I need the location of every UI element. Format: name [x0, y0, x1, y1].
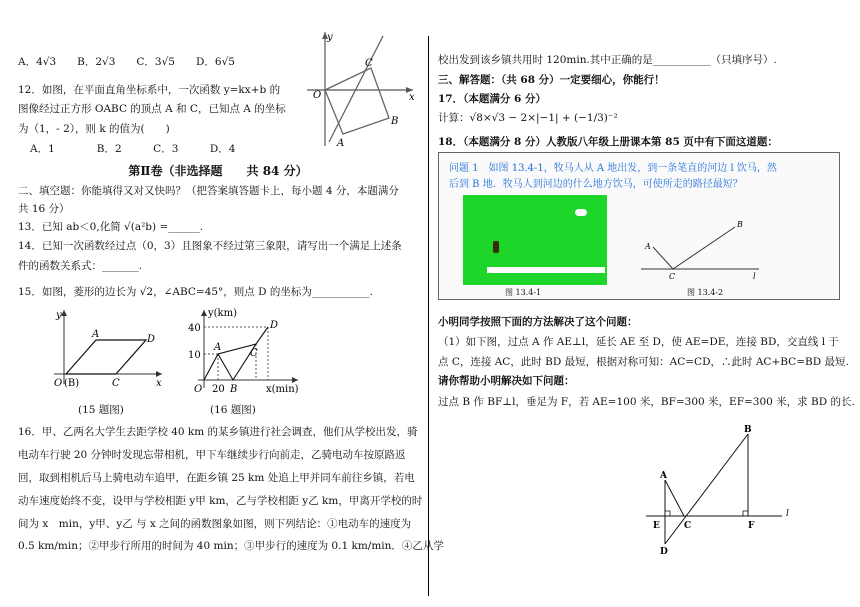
q18-title: 18．（本题满分 8 分）人教版八年级上册课本第 85 页中有下面这道题：	[438, 136, 778, 148]
q12-options: A．1 B．2 C．3 D．4	[30, 143, 236, 155]
q14-line-2: 件的函数关系式：_______.	[18, 260, 143, 272]
label-D: D	[660, 547, 668, 557]
line-kx-b	[329, 36, 383, 142]
fig16-O: O	[194, 384, 203, 395]
q16-line-3: 回，取到相机后马上骑电动车追甲，在距乡镇 25 km 处追上甲并同车前往乡镇，若电	[18, 472, 415, 484]
box-A: A	[645, 242, 651, 251]
q15: 15．如图，菱形的边长为 √2，∠ABC=45°，则点 D 的坐标为___________.	[18, 286, 373, 298]
y-axis-arrow	[61, 310, 67, 316]
label-F: F	[748, 521, 755, 531]
fig16-xlabel: x(min)	[266, 384, 299, 395]
label-E: E	[653, 521, 660, 531]
column-divider	[428, 36, 429, 596]
fig12-y-label: y	[327, 32, 333, 43]
problem-line-1: 问题 1 如图 13.4-1，牧马人从 A 地出发，到一条笔直的河边 l 饮马，然	[449, 163, 777, 174]
right-angle-e	[665, 511, 670, 516]
figure-12	[305, 26, 425, 151]
xiaoming-intro: 小明同学按照下面的方法解决了这个问题：	[438, 316, 638, 328]
caption-13-4-2: 图 13.4-2	[687, 288, 724, 297]
fig16-40: 40	[188, 323, 201, 334]
segment-bd	[665, 434, 748, 544]
fig16-C: C	[250, 348, 258, 359]
q12-line-2: 图像经过正方形 OABC 的顶点 A 和 C，已知点 A 的坐标	[18, 103, 286, 115]
fig15-y: y	[56, 310, 62, 321]
q12-line-3: 为（1，- 2），则 k 的值为( )	[18, 123, 170, 135]
label-C: C	[684, 521, 692, 531]
q11-options: A．4√3 B．2√3 C．3√5 D．6√5	[18, 56, 235, 68]
fig16-A: A	[214, 342, 222, 353]
path-acb	[653, 227, 735, 269]
label-l: l	[786, 509, 789, 519]
q14-line-1: 14．已知一次函数经过点（0，3）且图象不经过第三象限，请写出一个满足上述条	[18, 240, 402, 252]
y-axis-arrow	[201, 310, 207, 316]
grass-illustration	[463, 195, 607, 285]
fig16-ylabel: y(km)	[208, 308, 237, 319]
fig12-x-label: x	[409, 92, 415, 103]
fig16-B: B	[230, 384, 238, 395]
square-oabc	[325, 68, 389, 134]
q12-line-1: 12．如图，在平面直角坐标系中，一次函数 y=kx+b 的	[18, 84, 281, 96]
fig12-A: A	[337, 138, 345, 149]
caption-13-4-1: 图 13.4-1	[505, 288, 542, 297]
right-angle-f	[743, 511, 748, 516]
section-2-title: 第Ⅱ卷（非选择题 共 84 分）	[128, 164, 308, 178]
fig15-B: (B)	[64, 378, 80, 388]
x-axis-arrow	[156, 371, 162, 377]
box-B: B	[737, 220, 743, 229]
house-icon	[575, 209, 587, 216]
box-C: C	[669, 272, 676, 281]
label-B: B	[744, 425, 752, 435]
q17-title: 17．（本题满分 6 分）	[438, 93, 546, 105]
figure-18	[640, 420, 800, 560]
figure-13-4-2	[639, 203, 769, 283]
q16-continuation: 校出发到该乡镇共用时 120min.其中正确的是___________（只填序号）.	[438, 54, 777, 66]
fig12-B: B	[391, 116, 399, 127]
fig12-O: O	[313, 90, 322, 101]
label-A: A	[660, 471, 667, 481]
q16-line-4: 动车速度始终不变，设甲与学校相距 y甲 km，乙与学校相距 y乙 km，甲离开学校的时	[18, 495, 423, 507]
problem-line-2: 后到 B 地．牧马人到河边的什么地方饮马，可使所走的路径最短？	[449, 179, 743, 190]
herder-icon	[493, 241, 499, 253]
q16-line-5: 间为 x min，y甲、y乙 与 x 之间的函数图象如图，则下列结论：①电动车的速度为	[18, 518, 412, 530]
fig12-C: C	[365, 58, 373, 69]
fig16-20: 20	[212, 384, 225, 395]
fill-in-header: 二、填空题：你能填得又对又快吗？（把答案填答题卡上，每小题 4 分，本题满分	[18, 185, 399, 197]
fig16-D: D	[270, 320, 279, 331]
task-text: 过点 B 作 BF⊥l，垂足为 F，若 AE=100 米，BF=300 米，EF=300 米，求 BD 的长.	[438, 396, 855, 408]
textbook-excerpt	[438, 152, 840, 300]
q16-line-1: 16．甲、乙两名大学生去距学校 40 km 的某乡镇进行社会调查，他们从学校出发，骑	[18, 426, 418, 438]
figure-15	[50, 306, 170, 388]
river-strip	[487, 267, 605, 273]
box-l: l	[753, 272, 756, 281]
q17-calc: 计算：√8×√3 − 2×|−1| + (−1/3)⁻²	[438, 112, 618, 124]
section-3-title: 三、解答题：（共 68 分）一定要细心，你能行！	[438, 74, 665, 86]
xiaoming-step-1: （1）如下图，过点 A 作 AE⊥l，延长 AE 至 D，使 AE=DE，连接 BD，交直线 l 于	[438, 336, 839, 348]
fig15-O: O	[54, 378, 63, 388]
fig16-10: 10	[188, 350, 201, 361]
q13: 13．已知 ab＜0,化简 √(a²b) =______.	[18, 221, 204, 233]
xiaoming-step-2: 点 C，连接 AC，此时 BD 最短，根据对称可知：AC=CD，∴此时 AC+BC=BD 最短.	[438, 356, 849, 368]
help-prompt: 请你帮助小明解决如下问题：	[438, 375, 575, 387]
q16-line-6: 0.5 km/min；②甲步行所用的时间为 40 min；③甲步行的速度为 0.1 km/min．④乙从学	[18, 540, 444, 552]
fig15-C: C	[112, 378, 120, 388]
fig15-D: D	[147, 334, 156, 345]
x-axis-arrow	[292, 377, 298, 383]
q16-line-2: 电动车行驶 20 分钟时发现忘带相机，甲下车继续步行向前走，乙骑电动车按原路返	[18, 449, 406, 461]
fig15-x: x	[156, 378, 162, 388]
fill-in-header-2: 共 16 分）	[18, 203, 70, 215]
fig15-A: A	[92, 329, 100, 340]
fig16-caption: (16 题图)	[210, 404, 256, 416]
rhombus	[66, 340, 146, 374]
fig15-caption: (15 题图)	[78, 404, 124, 416]
figure-16	[186, 306, 306, 398]
